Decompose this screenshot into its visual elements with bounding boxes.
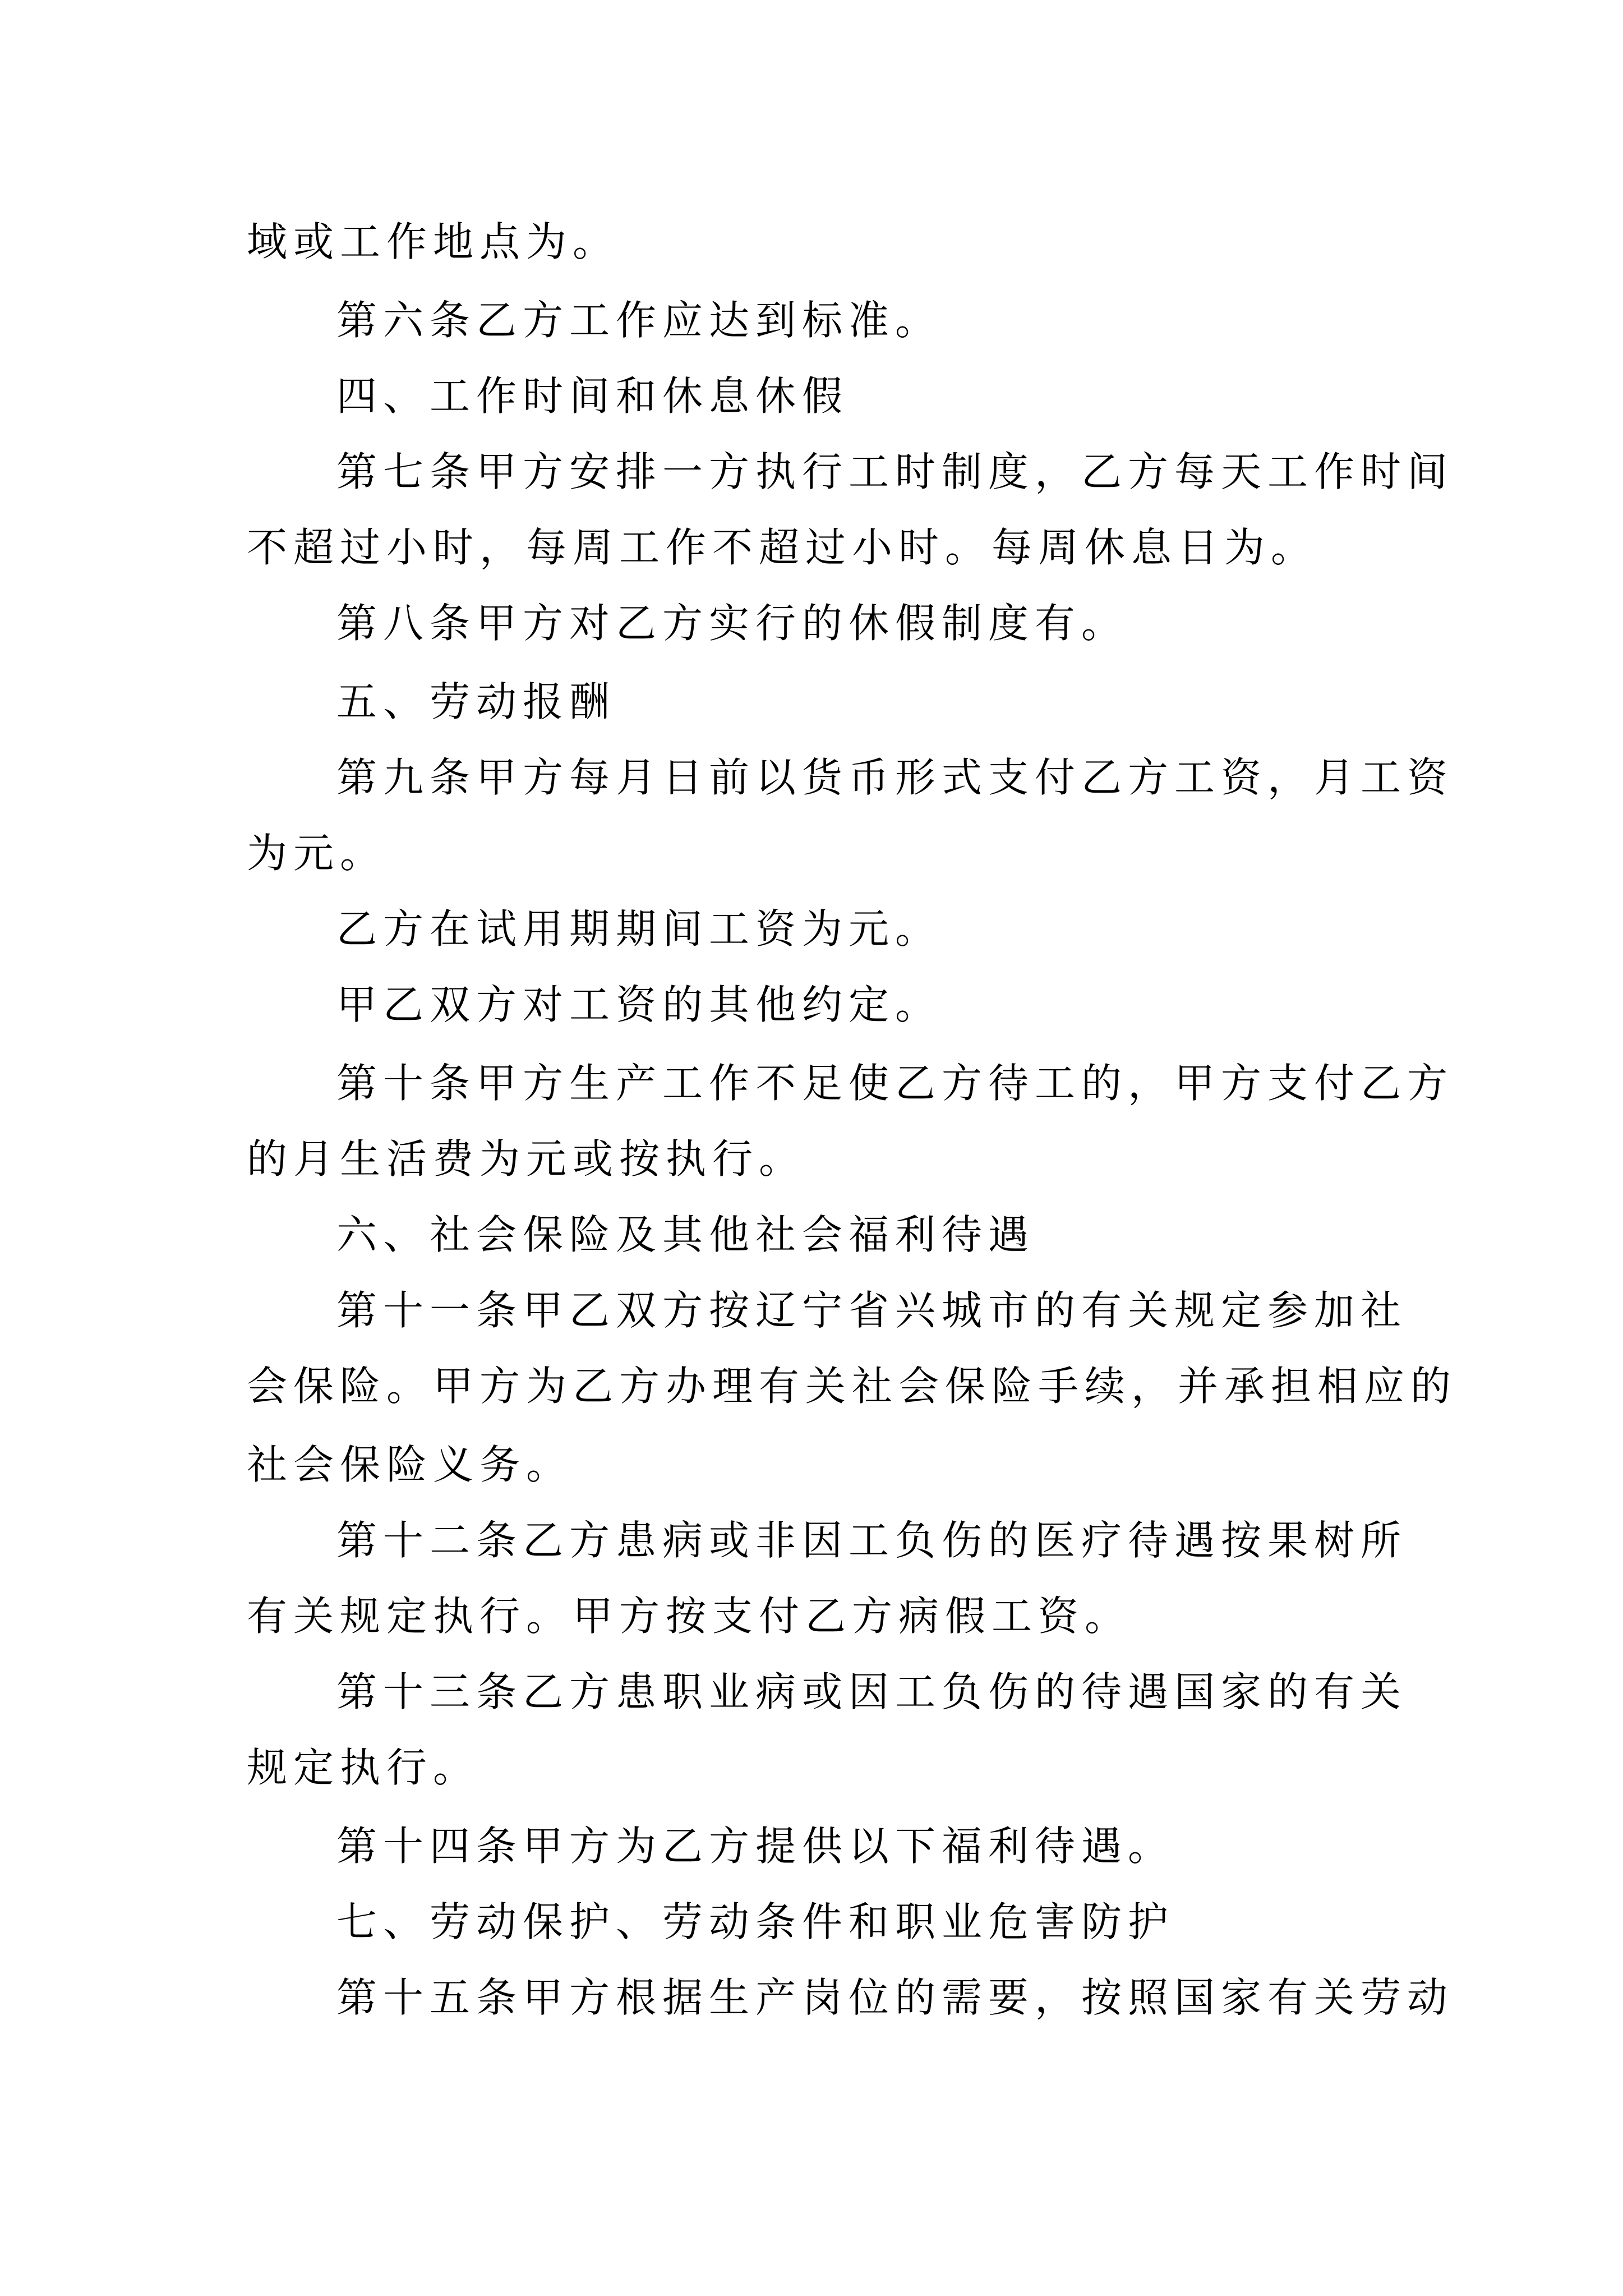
text-line: 乙方在试用期期间工资为元。 xyxy=(336,905,942,953)
text-line: 第六条乙方工作应达到标准。 xyxy=(336,297,942,344)
text-line: 第十一条甲乙双方按辽宁省兴城市的有关规定参加社 xyxy=(336,1287,1408,1334)
section-heading: 五、劳动报酬 xyxy=(336,678,616,725)
text-line: 第十条甲方生产工作不足使乙方待工的，甲方支付乙方 xyxy=(336,1060,1454,1107)
text-line: 第八条甲方对乙方实行的休假制度有。 xyxy=(336,600,1128,647)
text-line: 不超过小时，每周工作不超过小时。每周休息日为。 xyxy=(247,524,1318,571)
section-heading: 四、工作时间和休息休假 xyxy=(336,372,849,420)
text-line: 第九条甲方每月日前以货币形式支付乙方工资，月工资 xyxy=(336,754,1454,801)
text-line: 第十四条甲方为乙方提供以下福利待遇。 xyxy=(336,1823,1175,1870)
text-line: 第十三条乙方患职业病或因工负伤的待遇国家的有关 xyxy=(336,1668,1408,1715)
text-line: 为元。 xyxy=(247,830,387,877)
text-line: 第十二条乙方患病或非因工负伤的医疗待遇按果树所 xyxy=(336,1517,1408,1564)
text-line: 第十五条甲方根据生产岗位的需要，按照国家有关劳动 xyxy=(336,1974,1454,2021)
section-heading: 七、劳动保护、劳动条件和职业危害防护 xyxy=(336,1898,1175,1945)
text-line: 甲乙双方对工资的其他约定。 xyxy=(336,981,942,1028)
text-line: 有关规定执行。甲方按支付乙方病假工资。 xyxy=(247,1593,1132,1640)
text-line: 第七条甲方安排一方执行工时制度，乙方每天工作时间 xyxy=(336,448,1454,495)
text-line: 的月生活费为元或按执行。 xyxy=(247,1135,806,1182)
text-line: 会保险。甲方为乙方办理有关社会保险手续，并承担相应的 xyxy=(247,1363,1458,1410)
section-heading: 六、社会保险及其他社会福利待遇 xyxy=(336,1211,1035,1258)
text-line: 域或工作地点为。 xyxy=(247,218,620,265)
text-line: 社会保险义务。 xyxy=(247,1441,573,1488)
text-line: 规定执行。 xyxy=(247,1744,480,1791)
